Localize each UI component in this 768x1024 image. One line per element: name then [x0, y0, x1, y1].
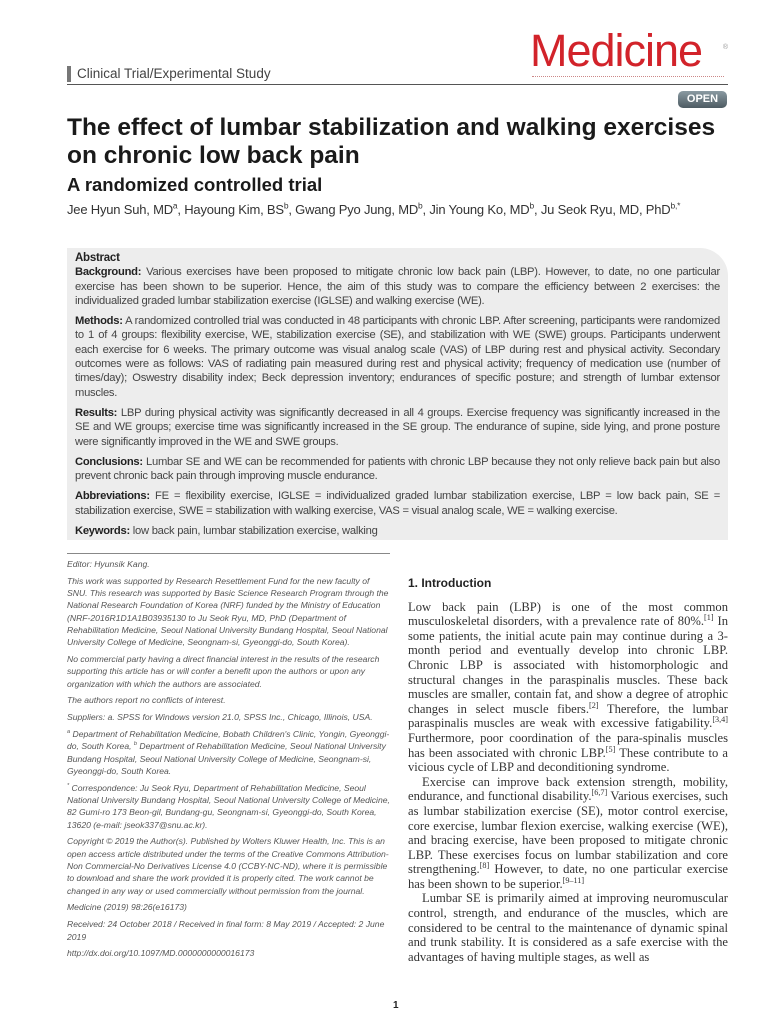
text-segment: This work was supported by Research Resettlement Fund for the new faculty of SNU. This research was supported by Basic Science Research Program through the National Research Foundation of Korea (NRF) funded by the Ministry of Education (NRF-2016R1D1A1B03935130 to Ju Seok Ryu, MD, PhD (Department of Rehabilitation Medicine, Seoul National University Bundang Hospital, Seoul National University College of Medicine, Seongnam-si, Gyeonggi-do, South Korea). [67, 575, 389, 648]
abstract-section-text: FE = flexibility exercise, IGLSE = individualized graded lumbar stabilization exercise, LBP = low back pain, SE = stabilization exercise, SWE = stabilization with walking exercise, VAS = visual analog scale, WE = walking exercise. [75, 490, 720, 517]
abstract-section-label: Methods: [75, 315, 123, 328]
footnote [67, 728, 390, 777]
footnote-divider [67, 553, 390, 554]
abstract-abbreviations [75, 489, 720, 518]
header-divider [67, 84, 728, 85]
abstract-section-label: Keywords: [75, 525, 130, 538]
text-segment: In some patients, the initial acute pain may continue during a 3-month period and eventually develop into chronic LBP. Chronic LBP is associated with histomorphologic and structural changes in the paraspinalis muscles. These back muscles are smaller, contain fat, and show a degree of atrophic changes in select muscle fibers. [408, 614, 728, 716]
superscript-ref: b [529, 200, 534, 211]
footnote [67, 653, 390, 690]
text-segment: Correspondence: Ju Seok Ryu, Department of Rehabilitation Medicine, Seoul National University Bundang Hospital, Seoul National University College of Medicine, 82 Gumi-ro 173 Beon-gil, Bundang-gu, Seongnam-si, Gyeonggi-do, South Korea, 13620 (e-mail: jseok337@snu.ac.kr). [67, 782, 390, 830]
footnote [67, 901, 390, 913]
logo-dotted-rule [532, 76, 724, 77]
text-segment: Medicine (2019) 98:26(e16173) [67, 902, 187, 913]
superscript-ref: [1] [704, 613, 714, 622]
text-segment: , Hayoung Kim, BS [177, 202, 284, 217]
text-segment: Exercise can improve back extension strength, mobility, endurance, and functional disability. [408, 774, 728, 804]
text-segment: http://dx.doi.org/10.1097/MD.0000000000016173 [67, 948, 255, 959]
text-segment: These contribute to a vicious cycle of LBP and deconditioning syndrome. [408, 745, 728, 775]
abstract-section-label: Abbreviations: [75, 490, 150, 503]
footnote [67, 782, 390, 831]
abstract-section-label: Results: [75, 406, 118, 419]
article-type-label: Clinical Trial/Experimental Study [67, 66, 271, 82]
abstract-methods [75, 314, 720, 400]
footnote [67, 575, 390, 649]
text-segment: , Ju Seok Ryu, MD, PhD [534, 202, 671, 217]
superscript-ref: [5] [605, 744, 616, 754]
text-segment: , Gwang Pyo Jung, MD [288, 202, 419, 217]
abstract-background [75, 265, 720, 308]
registered-mark: ® [722, 44, 728, 51]
text-segment: No commercial party having a direct financial interest in the results of the research supporting this article has or will confer a benefit upon the authors or upon any organization with which the authors are associated. [67, 654, 380, 689]
author-list [67, 202, 732, 218]
footnote [67, 835, 390, 896]
text-segment: Various exercises, such as lumbar stabilization exercise (SE), motor control exercise, core exercise, lumbar flexion exercise, walking exercise (WE), and bracing exercise, have been proposed to mitigate chronic LBP. These exercises focus on lumbar stabilization and core strengthening. [408, 789, 729, 877]
text-segment: Department of Rehabilitation Medicine, Bobath Children's Clinic, Yongin, Gyeonggi-do, South Korea, [67, 729, 390, 752]
article-subtitle: A randomized controlled trial [67, 174, 323, 195]
footnote [67, 558, 390, 570]
text-segment: Jee Hyun Suh, MD [67, 202, 173, 217]
body-paragraph [408, 600, 728, 775]
text-segment: Lumbar SE is primarily aimed at improving neuromuscular control, strength, and endurance of the muscles, which are considered to be central to the maintenance of dynamic spinal and trunk stability. It is considered as a safe exercise with the advantages of having multiple stages, as well as [408, 891, 728, 964]
abstract-section-text: low back pain, lumbar stabilization exercise, walking [129, 525, 378, 538]
text-segment: Therefore, the lumbar paraspinalis muscles are weak with excessive fatigability. [408, 701, 728, 731]
abstract-section-label: Conclusions: [75, 455, 143, 468]
text-segment: Editor: Hyunsik Kang. [67, 559, 150, 569]
abstract-conclusions [75, 455, 720, 484]
text-segment: Suppliers: a. SPSS for Windows version 21.0, SPSS Inc., Chicago, Illinois, USA. [67, 712, 373, 723]
abstract-section-text: Various exercises have been proposed to mitigate chronic low back pain (LBP). However, to date, no one particular exercise has been shown to be superior. Hence, the aim of this study was to compare the efficiency between 2 exercises: the individualized graded lumbar stabilization exercise (IGLSE) and walking exercise (WE). [75, 266, 720, 307]
superscript-ref: b,* [670, 200, 681, 211]
text-segment: Department of Rehabilitation Medicine, Seoul National University Bundang Hospital, Seoul National University College of Medicine, Seongnam-si, Gyeonggi-do, South Korea. [67, 741, 386, 776]
text-segment: Low back pain (LBP) is one of the most common musculoskeletal disorders, with a prevalence rate of 80%. [408, 599, 728, 629]
abstract-section-text: LBP during physical activity was significantly decreased in all 4 groups. Exercise frequency was significantly increased in the SE and WE groups; exercise time was significantly increased in the SE group. The endurance of supine, side lying, and prone posture were significantly improved in the WE and SWE groups. [75, 406, 720, 448]
superscript-ref: b [283, 200, 289, 211]
superscript-ref: b [133, 741, 137, 748]
introduction-heading: 1. Introduction [408, 576, 492, 590]
page-number: 1 [393, 1000, 399, 1011]
text-segment: Furthermore, poor coordination of the para-spinalis muscles has been associated with chronic LBP. [408, 730, 728, 760]
superscript-ref: [8] [479, 861, 490, 871]
journal-logo [530, 26, 730, 82]
abstract-box [67, 248, 728, 540]
footnote [67, 947, 390, 959]
abstract-section-label: Background: [75, 266, 142, 279]
abstract-keywords [75, 524, 720, 538]
text-segment: , Jin Young Ko, MD [422, 202, 530, 217]
text-segment: The authors report no conflicts of interest. [67, 695, 226, 706]
superscript-ref: a [172, 200, 178, 211]
body-column [408, 576, 728, 964]
superscript-ref: a [67, 729, 71, 736]
abstract-section-text: Lumbar SE and WE can be recommended for patients with chronic LBP because they not only relieve back pain but also prevent chronic back pain through improving muscle endurance. [75, 455, 720, 483]
footnote [67, 694, 390, 706]
superscript-ref: b [418, 200, 423, 211]
open-access-badge: OPEN [678, 91, 727, 108]
abstract-results [75, 406, 720, 449]
text-segment: Copyright © 2019 the Author(s). Published by Wolters Kluwer Health, Inc. This is an open access article distributed under the terms of the Creative Commons Attribution-Non Commercial-No Derivatives License 4.0 (CCBY-NC-ND), where it is permissible to download and share the work provided it is properly cited. The work cannot be changed in any way or used commercially without permission from the journal. [67, 836, 389, 896]
superscript-ref: [2] [588, 700, 599, 710]
body-paragraph [408, 775, 728, 892]
footnote [67, 711, 390, 723]
text-segment: However, to date, no one particular exercise has been shown to be superior. [408, 862, 728, 891]
abstract-heading: Abstract [75, 252, 120, 264]
superscript-ref: [6,7] [591, 788, 608, 798]
text-segment: Received: 24 October 2018 / Received in final form: 8 May 2019 / Accepted: 2 June 2019 [67, 919, 385, 942]
journal-logo-text: Medicine [530, 25, 703, 76]
abstract-section-text: A randomized controlled trial was conducted in 48 participants with chronic LBP. After screening, participants were randomized to 1 of 4 groups: flexibility exercise, WE, stabilization exercise (SE), and stabilization with WE (SWE) groups. Participants underwent each exercise for 6 weeks. The primary outcome was visual analog scale (VAS) of LBP during rest and physical activity. Secondary outcomes were as follows: VAS of radiating pain measured during rest and physical activity; frequency of medication use (number of times/day); Oswestry disability index; Beck depression inventory; endurances of specific posture; and strength of lumbar extensor muscles. [75, 315, 720, 399]
article-title: The effect of lumbar stabilization and walking exercises on chronic low back pain [67, 114, 716, 169]
superscript-ref: * [67, 782, 70, 789]
superscript-ref: [9–11] [562, 875, 585, 885]
footnote [67, 918, 390, 943]
footnotes-column [67, 558, 390, 964]
superscript-ref: [3,4] [712, 715, 728, 725]
body-paragraph [408, 891, 728, 964]
